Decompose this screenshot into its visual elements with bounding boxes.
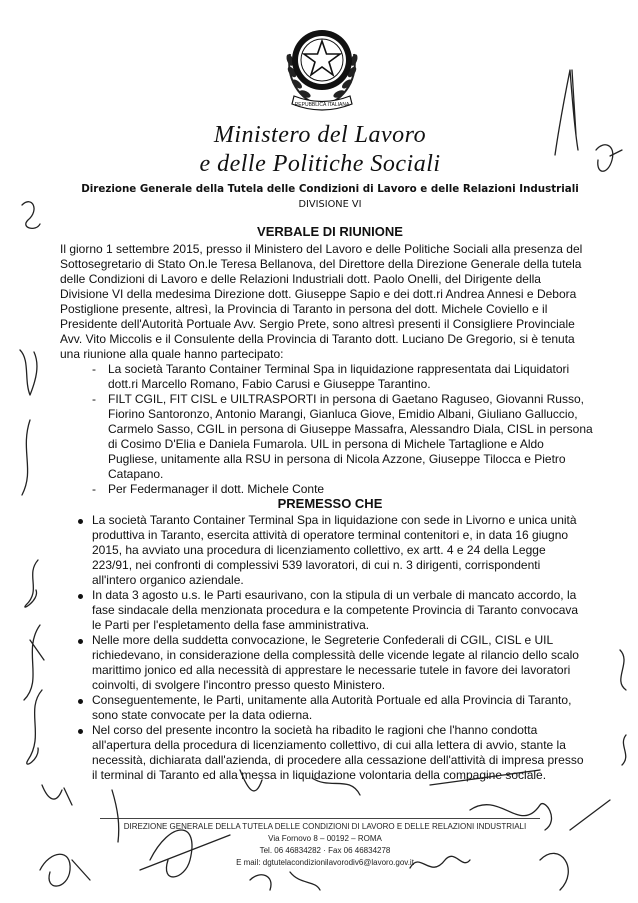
footer-phone: Tel. 06 46834282 · Fax 06 46834278 <box>259 846 391 855</box>
premise-line: le Parti per l'espletamento della fase amministrativa. <box>92 618 370 632</box>
initials-left-3 <box>25 560 38 607</box>
premise-line: produttiva in Taranto, esercita attività di operatore terminal contenitori e, in data 16 giugno <box>92 528 569 542</box>
initials-left-5 <box>27 690 42 764</box>
participant-line: FILT CGIL, FIT CISL e UILTRASPORTI in persona di Gaetano Raguseo, Giovanni Russo, <box>108 392 584 406</box>
initials-right-2 <box>622 735 626 765</box>
intro-line: Presidente dell'Autorità Portuale Avv. Sergio Prete, sono altresì presenti il Consigliere Provinciale <box>60 317 575 331</box>
list-dash: - <box>92 362 96 376</box>
signature-bottom-7 <box>250 872 320 890</box>
intro-line: Sottosegretario di Stato On.le Teresa Bellanova, del Direttore della Direzione Generale della tutela <box>60 257 582 271</box>
bullet-point <box>78 699 83 704</box>
premise-line: Nel corso del presente incontro la società ha ribadito le ragioni che l'hanno condotta <box>92 723 538 737</box>
premise-line: La società Taranto Container Terminal Spa in liquidazione con sede in Livorno e unica unità <box>92 513 577 527</box>
premise-line: Conseguentemente, le Parti, unitamente alla Autorità Portuale ed alla Provincia di Taranto, <box>92 693 572 707</box>
intro-line: Il giorno 1 settembre 2015, presso il Ministero del Lavoro e delle Politiche Sociali alla presenza del <box>60 242 583 256</box>
initials-right-1 <box>620 650 626 690</box>
participant-line: di Cosimo D'Elia e Daniela Fumarola. UIL in persona di Michele Tartaglione e Aldo <box>108 437 544 451</box>
section-title-premesso: PREMESSO CHE <box>277 496 383 511</box>
republic-emblem <box>280 8 364 116</box>
participant-line: Fiorino Santoronzo, Antonio Marangi, Gianluca Giove, Emidio Albani, Giuliano Galluccio, <box>108 407 578 421</box>
intro-line: Divisione VI della medesima Direzione dott. Giuseppe Sapio e dei dott.ri Andrea Annesi e Debora <box>60 287 577 301</box>
initials-left-top <box>22 202 40 229</box>
list-dash: - <box>92 482 96 496</box>
bullet-point <box>78 519 83 524</box>
premise-line: marittimo jonico ed alla necessità di apprestare le necessarie tutele in favore dei lavoratori <box>92 663 571 677</box>
premise-line: In data 3 agosto u.s. le Parti esaurivano, con la stipula di un verbale di mancato accordo, la <box>92 588 577 602</box>
emblem-text: REPUBBLICA ITALIANA <box>294 102 350 108</box>
footer-address: Via Fornovo 8 – 00192 – ROMA <box>268 834 382 843</box>
signature-top-right <box>555 70 578 155</box>
signature-corner <box>596 145 622 171</box>
intro-line: una riunione alla quale hanno partecipato: <box>60 347 284 361</box>
bullet-point <box>78 594 83 599</box>
initials-left-1 <box>20 350 37 395</box>
intro-line: delle Condizioni di Lavoro e delle Relazioni Industriali dott. Paolo Onelli, del Dirigente della <box>60 272 541 286</box>
premise-line: coinvolti, di svolgere l'incontro presso questo Ministero. <box>92 678 386 692</box>
premise-line: richiedevano, in considerazione della complessità delle vicende legate al rilancio dello scalo <box>92 648 579 662</box>
document-title: VERBALE DI RIUNIONE <box>257 224 403 239</box>
directorate-title: Direzione Generale della Tutela delle Condizioni di Lavoro e delle Relazioni Industriali <box>81 183 579 195</box>
intro-line: Postiglione presente, altresì, la Provincia di Taranto in persona del dott. Michele Coviello e il <box>60 302 548 316</box>
ministry-name-line2: e delle Politiche Sociali <box>199 151 441 177</box>
premise-line: all'intero organico aziendale. <box>92 573 244 587</box>
premise-line: sono state convocate per la data odierna. <box>92 708 313 722</box>
signature-bottom-1 <box>42 785 72 805</box>
initials-left-4 <box>24 625 44 700</box>
division-label: DIVISIONE VI <box>298 199 362 210</box>
participant-line: Per Federmanager il dott. Michele Conte <box>108 482 325 496</box>
footer-divider <box>100 818 540 819</box>
bullet-point <box>78 639 83 644</box>
footer-office: DIREZIONE GENERALE DELLA TUTELA DELLE CONDIZIONI DI LAVORO E DELLE RELAZIONI INDUSTRIALI <box>123 822 527 831</box>
participant-line: Pugliese, unitamente alla RSU in persona di Nicola Azzone, Giuseppe Tilocca e Pietro <box>108 452 566 466</box>
intro-line: Avv. Vito Miccolis e il Consulente della Provincia di Taranto dott. Luciano De Gregorio, si è tenuta <box>60 332 575 346</box>
signature-bottom-10 <box>540 800 610 890</box>
premise-line: necessità, dichiarata dall'azienda, di procedere alla cessazione dell'attività di impresa presso <box>92 753 584 767</box>
premise-line: il terminal di Taranto ed alla messa in liquidazione volontaria della compagine sociale. <box>92 768 547 782</box>
ministry-name-line1: Ministero del Lavoro <box>213 122 427 148</box>
premise-line: fase sindacale della menzionata procedura e la competente Provincia di Taranto convocava <box>92 603 579 617</box>
list-dash: - <box>92 392 96 406</box>
footer-email: E mail: dgtutelacondizionilavorodiv6@lavoro.gov.it <box>236 858 414 867</box>
participant-line: Carmelo Sasso, CGIL in persona di Giuseppe Massafra, Alessandro Diala, CISL in persona <box>108 422 593 436</box>
bullet-point <box>78 729 83 734</box>
premise-line: all'apertura della procedura di licenziamento collettivo, di cui alla lettera di avvio, stante la <box>92 738 566 752</box>
premise-line: Nelle more della suddetta convocazione, le Segreterie Confederali di CGIL, CISL e UIL <box>92 633 554 647</box>
participant-line: Catapano. <box>108 467 164 481</box>
participant-line: La società Taranto Container Terminal Spa in liquidazione rappresentata dai Liquidatori <box>108 362 570 376</box>
participant-line: dott.ri Marcello Romano, Fabio Carusi e Giuseppe Tarantino. <box>108 377 431 391</box>
premise-line: 2015, ha avviato una procedura di licenziamento collettivo, ex artt. 4 e 24 della Legge <box>92 543 546 557</box>
initials-left-2 <box>22 420 30 495</box>
premise-line: 223/91, nei confronti di complessivi 539 lavoratori, di cui n. 3 dirigenti, corrispondenti <box>92 558 541 572</box>
